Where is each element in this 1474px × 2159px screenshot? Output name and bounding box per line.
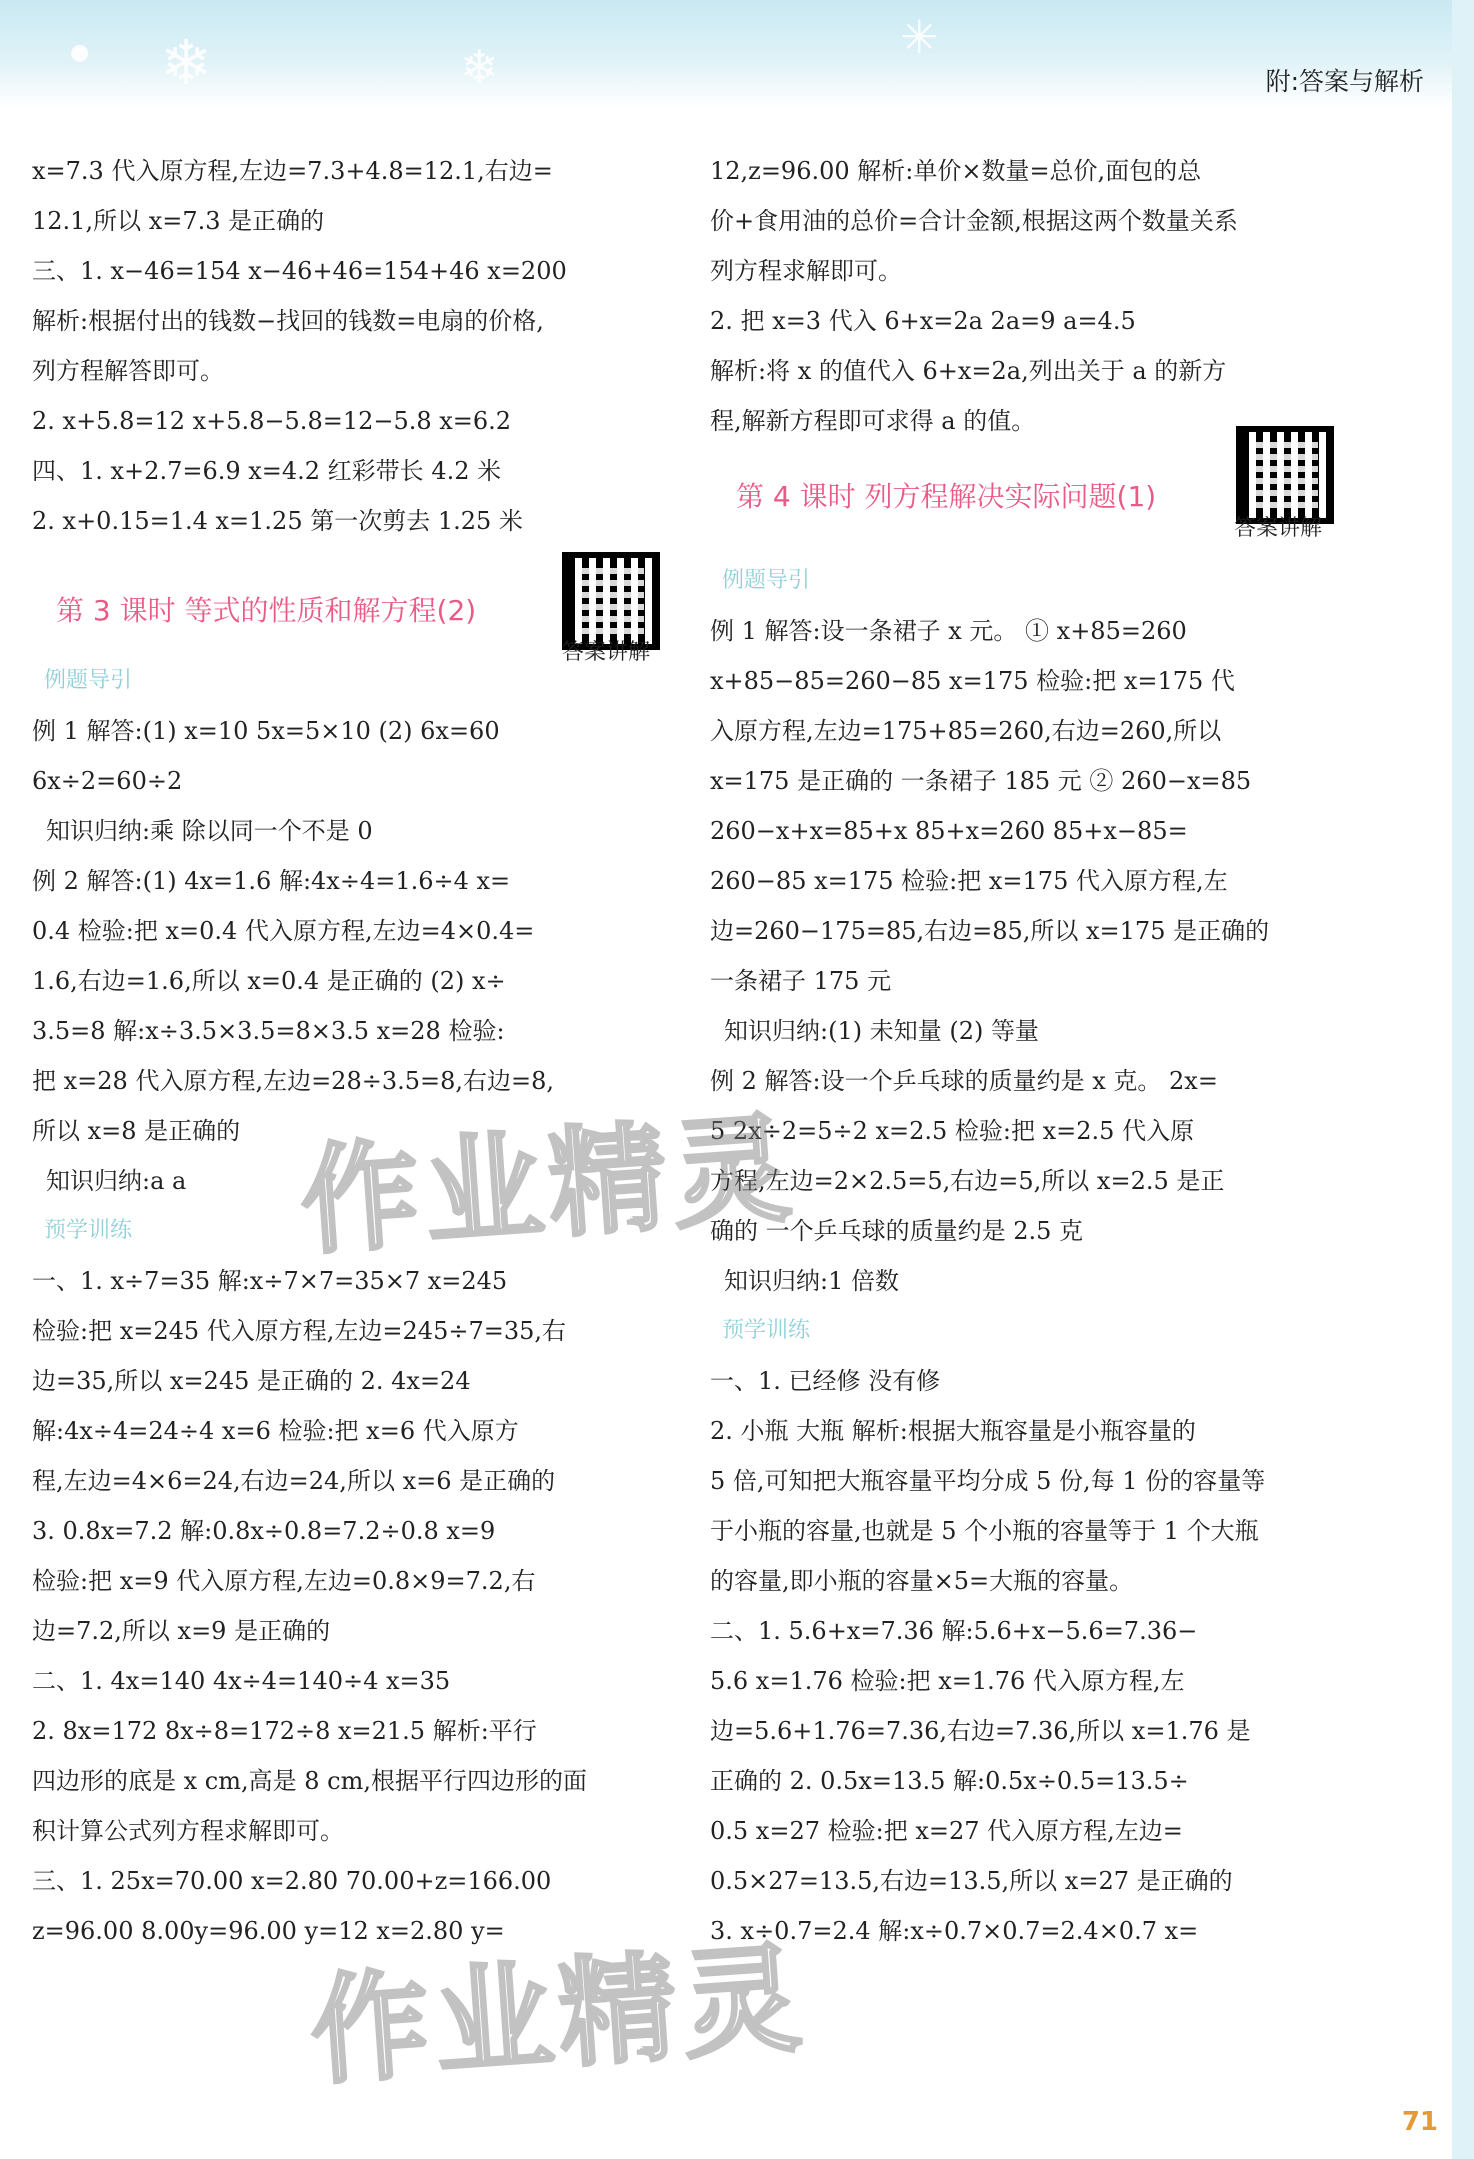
right-practice-block [710,1356,1360,1956]
text-line: 列方程解答即可。 [32,357,224,385]
left-example-block [32,706,672,1206]
knowledge-summary: 知识归纳:1 倍数 [724,1267,899,1295]
left-practice-block [32,1256,672,1956]
text-line: 260−85 x=175 检验:把 x=175 代入原方程,左 [710,867,1228,895]
section-header-lesson-4 [710,446,1360,556]
section-title: 第 3 课时 等式的性质和解方程(2) [56,594,477,627]
text-line: 0.4 检验:把 x=0.4 代入原方程,左边=4×0.4= [32,917,535,945]
text-line: 例 1 解答:(1) x=10 5x=5×10 (2) 6x=60 [32,717,500,745]
text-line: 四边形的底是 x cm,高是 8 cm,根据平行四边形的面 [32,1767,587,1795]
text-line: 边=7.2,所以 x=9 是正确的 [32,1617,331,1645]
tag-example-guide: 例题导引 [722,568,811,593]
page-number: 71 [1401,2107,1438,2137]
snowflake-icon: ✳ [900,10,939,64]
section-title: 第 4 课时 列方程解决实际问题(1) [736,480,1157,513]
text-line: 边=260−175=85,右边=85,所以 x=175 是正确的 [710,917,1270,945]
text-line: 把 x=28 代入原方程,左边=28÷3.5=8,右边=8, [32,1067,555,1095]
text-line: 3. 0.8x=7.2 解:0.8x÷0.8=7.2÷0.8 x=9 [32,1517,496,1545]
text-line: x+85−85=260−85 x=175 检验:把 x=175 代 [710,667,1235,695]
text-line: 3.5=8 解:x÷3.5×3.5=8×3.5 x=28 检验: [32,1017,505,1045]
text-line: 解析:根据付出的钱数−找回的钱数=电扇的价格, [32,307,544,335]
text-line: 5 2x÷2=5÷2 x=2.5 检验:把 x=2.5 代入原 [710,1117,1195,1145]
tag-pre-study-practice: 预学训练 [44,1218,133,1243]
right-example-block [710,606,1360,1306]
knowledge-summary: 知识归纳:乘 除以同一个不是 0 [46,817,373,845]
section-header-lesson-3 [32,546,672,665]
text-line: 1.6,右边=1.6,所以 x=0.4 是正确的 (2) x÷ [32,967,506,995]
text-line: 0.5 x=27 检验:把 x=27 代入原方程,左边= [710,1817,1183,1845]
text-line: 6x÷2=60÷2 [32,767,183,795]
text-line: 例 2 解答:设一个乒乓球的质量约是 x 克。 2x= [710,1067,1218,1095]
text-line: 2. x+0.15=1.4 x=1.25 第一次剪去 1.25 米 [32,507,523,535]
text-line: 检验:把 x=245 代入原方程,左边=245÷7=35,右 [32,1317,566,1345]
text-line: 所以 x=8 是正确的 [32,1117,241,1145]
text-line: 3. x÷0.7=2.4 解:x÷0.7×0.7=2.4×0.7 x= [710,1917,1199,1945]
text-line: 的容量,即小瓶的容量×5=大瓶的容量。 [710,1567,1134,1595]
text-line: 边=5.6+1.76=7.36,右边=7.36,所以 x=1.76 是 [710,1717,1251,1745]
text-line: 检验:把 x=9 代入原方程,左边=0.8×9=7.2,右 [32,1567,536,1595]
text-line: 例 2 解答:(1) 4x=1.6 解:4x÷4=1.6÷4 x= [32,867,511,895]
text-line: 价+食用油的总价=合计金额,根据这两个数量关系 [710,207,1238,235]
text-line: 确的 一个乒乓球的质量约是 2.5 克 [710,1217,1084,1245]
snowflake-icon: ❄ [160,26,212,99]
text-line: 三、1. 25x=70.00 x=2.80 70.00+z=166.00 [32,1867,552,1895]
text-line: 程,左边=4×6=24,右边=24,所以 x=6 是正确的 [32,1467,556,1495]
text-line: 程,解新方程即可求得 a 的值。 [710,407,1036,435]
text-line: 边=35,所以 x=245 是正确的 2. 4x=24 [32,1367,471,1395]
text-line: x=7.3 代入原方程,左边=7.3+4.8=12.1,右边= [32,157,553,185]
text-line: 一条裙子 175 元 [710,967,892,995]
watermark: 作业精灵 [296,1098,801,1272]
text-line: 正确的 2. 0.5x=13.5 解:0.5x÷0.5=13.5÷ [710,1767,1189,1795]
text-line: 入原方程,左边=175+85=260,右边=260,所以 [710,717,1222,745]
text-line: 5 倍,可知把大瓶容量平均分成 5 份,每 1 份的容量等 [710,1467,1266,1495]
header-label: 附:答案与解析 [1265,67,1424,96]
text-line: x=175 是正确的 一条裙子 185 元 ② 260−x=85 [710,767,1252,795]
header-banner [0,0,1452,108]
text-line: 于小瓶的容量,也就是 5 个小瓶的容量等于 1 个大瓶 [710,1517,1259,1545]
snowflake-icon: ● [70,40,90,65]
text-line: 方程,左边=2×2.5=5,右边=5,所以 x=2.5 是正 [710,1167,1225,1195]
right-intro [710,146,1360,446]
text-line: 解:4x÷4=24÷4 x=6 检验:把 x=6 代入原方 [32,1417,519,1445]
snowflake-icon: ❄ [460,40,499,94]
knowledge-summary: 知识归纳:a a [46,1167,187,1195]
text-line: 2. 把 x=3 代入 6+x=2a 2a=9 a=4.5 [710,307,1136,335]
text-line: 2. 8x=172 8x÷8=172÷8 x=21.5 解析:平行 [32,1717,537,1745]
text-line: 一、1. x÷7=35 解:x÷7×7=35×7 x=245 [32,1267,508,1295]
right-column [710,146,1360,1956]
text-line: 四、1. x+2.7=6.9 x=4.2 红彩带长 4.2 米 [32,457,502,485]
text-line: 二、1. 4x=140 4x÷4=140÷4 x=35 [32,1667,451,1695]
text-line: 列方程求解即可。 [710,257,902,285]
text-line: 2. 小瓶 大瓶 解析:根据大瓶容量是小瓶容量的 [710,1417,1196,1445]
text-line: 12.1,所以 x=7.3 是正确的 [32,207,325,235]
left-intro [32,146,672,546]
tag-pre-study-practice: 预学训练 [722,1318,811,1343]
left-column [32,146,672,1956]
text-line: 解析:将 x 的值代入 6+x=2a,列出关于 a 的新方 [710,357,1227,385]
text-line: 0.5×27=13.5,右边=13.5,所以 x=27 是正确的 [710,1867,1233,1895]
text-line: z=96.00 8.00y=96.00 y=12 x=2.80 y= [32,1917,505,1945]
page-edge [1452,0,1474,2159]
text-line: 260−x+x=85+x 85+x=260 85+x−85= [710,817,1188,845]
text-line: 5.6 x=1.76 检验:把 x=1.76 代入原方程,左 [710,1667,1185,1695]
text-line: 2. x+5.8=12 x+5.8−5.8=12−5.8 x=6.2 [32,407,512,435]
watermark: 作业精灵 [306,1928,811,2102]
qr-caption: 答案讲解 [562,640,651,665]
text-line: 一、1. 已经修 没有修 [710,1367,941,1395]
text-line: 三、1. x−46=154 x−46+46=154+46 x=200 [32,257,567,285]
text-line: 积计算公式列方程求解即可。 [32,1817,344,1845]
text-line: 例 1 解答:设一条裙子 x 元。 ① x+85=260 [710,617,1187,645]
tag-example-guide: 例题导引 [44,668,133,693]
qr-caption: 答案讲解 [1234,516,1323,541]
knowledge-summary: 知识归纳:(1) 未知量 (2) 等量 [724,1017,1039,1045]
text-line: 12,z=96.00 解析:单价×数量=总价,面包的总 [710,157,1202,185]
text-line: 二、1. 5.6+x=7.36 解:5.6+x−5.6=7.36− [710,1617,1198,1645]
